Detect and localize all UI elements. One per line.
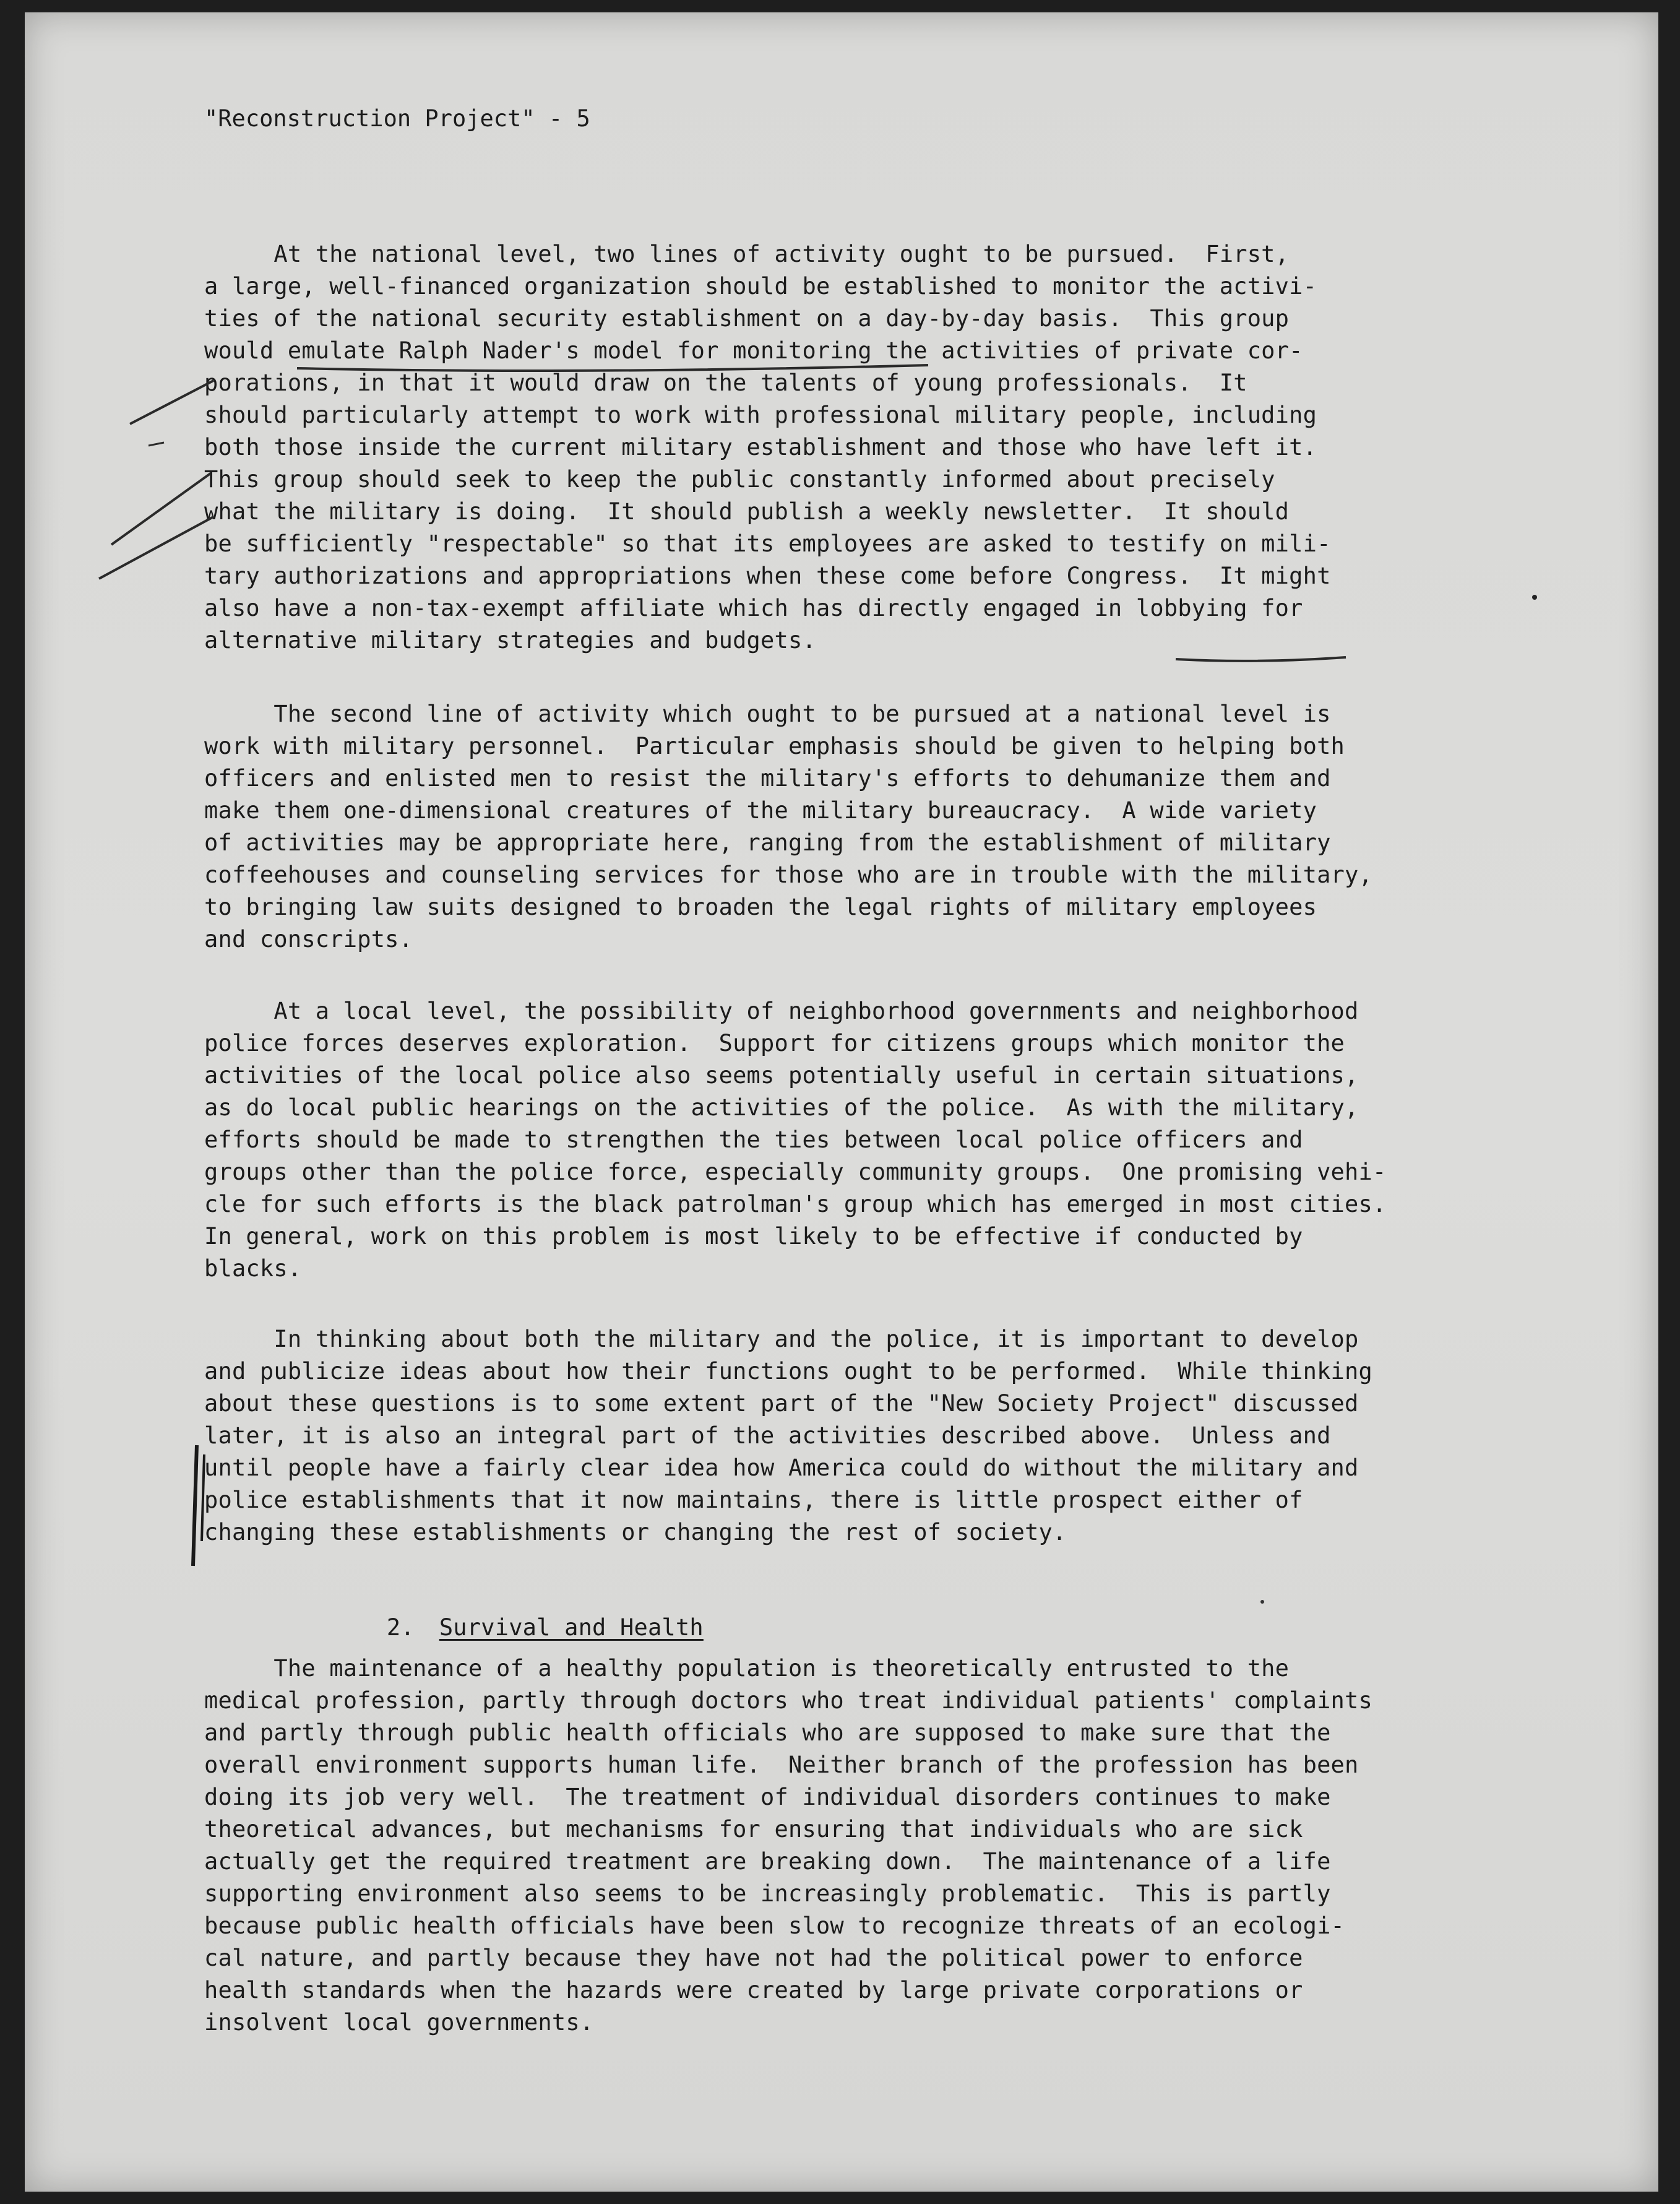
text-line: coffeehouses and counseling services for those who are in trouble with the military, bbox=[204, 862, 1372, 888]
text-line: and conscripts. bbox=[204, 926, 413, 953]
margin-slash-mark bbox=[149, 443, 164, 446]
text-line: porations, in that it would draw on the talents of young professionals. It bbox=[204, 369, 1247, 396]
text-line: blacks. bbox=[204, 1255, 302, 1282]
text-line: doing its job very well. The treatment of individual disorders continues to make bbox=[204, 1784, 1331, 1810]
text-line: of activities may be appropriate here, ranging from the establishment of military bbox=[204, 829, 1331, 856]
text-line: supporting environment also seems to be increasingly problematic. This is partly bbox=[204, 1880, 1331, 1907]
text-line: police forces deserves exploration. Support for citizens groups which monitor the bbox=[204, 1030, 1345, 1057]
text-line: At the national level, two lines of activity ought to be pursued. First, bbox=[204, 241, 1290, 267]
text-line: This group should seek to keep the public constantly informed about precisely bbox=[204, 466, 1275, 493]
margin-slash-mark bbox=[99, 517, 213, 579]
text-line: activities of the local police also seems potentially useful in certain situations, bbox=[204, 1062, 1359, 1089]
text-line: insolvent local governments. bbox=[204, 2009, 594, 2036]
text-line: health standards when the hazards were created by large private corporations or bbox=[204, 1977, 1303, 2003]
text-line: At a local level, the possibility of neighborhood governments and neighborhood bbox=[204, 998, 1359, 1024]
paragraph-military-personnel bbox=[204, 698, 1596, 956]
text-line: about these questions is to some extent part of the "New Society Project" discussed bbox=[204, 1390, 1359, 1417]
margin-slash-mark bbox=[111, 473, 210, 545]
text-line: until people have a fairly clear idea how America could do without the military and bbox=[204, 1454, 1359, 1481]
page-header: "Reconstruction Project" - 5 bbox=[204, 105, 590, 132]
text-line: also have a non-tax-exempt affiliate which has directly engaged in lobbying for bbox=[204, 595, 1303, 621]
text-line: and partly through public health officials who are supposed to make sure that the bbox=[204, 1719, 1331, 1746]
text-line: what the military is doing. It should publish a weekly newsletter. It should bbox=[204, 498, 1290, 525]
text-line: police establishments that it now maintains, there is little prospect either of bbox=[204, 1487, 1303, 1513]
text-line: groups other than the police force, especially community groups. One promising vehi- bbox=[204, 1159, 1387, 1185]
text-line: make them one-dimensional creatures of the military bureaucracy. A wide variety bbox=[204, 797, 1317, 824]
text-line: tary authorizations and appropriations when these come before Congress. It might bbox=[204, 563, 1331, 589]
text-line: to bringing law suits designed to broaden the legal rights of military employees bbox=[204, 894, 1317, 920]
text-line: officers and enlisted men to resist the military's efforts to dehumanize them and bbox=[204, 765, 1331, 792]
margin-slash-mark bbox=[130, 381, 213, 424]
text-line: both those inside the current military establishment and those who have left it. bbox=[204, 434, 1317, 460]
text-line: actually get the required treatment are breaking down. The maintenance of a life bbox=[204, 1848, 1331, 1875]
stray-dot bbox=[1260, 1600, 1264, 1604]
paragraph-thinking bbox=[204, 1323, 1596, 1549]
text-line: alternative military strategies and budgets. bbox=[204, 627, 816, 654]
text-line: changing these establishments or changing the rest of society. bbox=[204, 1519, 1067, 1545]
section-number: 2. bbox=[386, 1614, 415, 1641]
text-line: and publicize ideas about how their functions ought to be performed. While thinking bbox=[204, 1358, 1372, 1385]
underline-mark bbox=[1176, 657, 1346, 661]
text-line: efforts should be made to strengthen the ties between local police officers and bbox=[204, 1126, 1303, 1153]
text-line: medical profession, partly through doctors who treat individual patients' complaints bbox=[204, 1687, 1372, 1714]
text-line: theoretical advances, but mechanisms for ensuring that individuals who are sick bbox=[204, 1816, 1303, 1843]
text-line: as do local public hearings on the activities of the police. As with the military, bbox=[204, 1094, 1359, 1121]
text-line: In thinking about both the military and the police, it is important to develop bbox=[204, 1326, 1359, 1352]
text-line: would emulate Ralph Nader's model for monitoring the activities of private cor- bbox=[204, 337, 1303, 364]
text-line: overall environment supports human life. Neither branch of the profession has been bbox=[204, 1752, 1359, 1778]
text-line: ties of the national security establishment on a day-by-day basis. This group bbox=[204, 305, 1290, 332]
section-title: Survival and Health bbox=[439, 1614, 704, 1641]
text-line: because public health officials have been slow to recognize threats of an ecologi- bbox=[204, 1912, 1345, 1939]
text-line: a large, well-financed organization should be established to monitor the activi- bbox=[204, 273, 1317, 300]
text-line: later, it is also an integral part of the activities described above. Unless and bbox=[204, 1422, 1331, 1449]
text-line: work with military personnel. Particular emphasis should be given to helping both bbox=[204, 733, 1345, 759]
text-line: cal nature, and partly because they have not had the political power to enforce bbox=[204, 1945, 1303, 1971]
margin-bar-mark bbox=[193, 1445, 197, 1566]
paragraph-survival-health bbox=[204, 1653, 1596, 2039]
text-line: be sufficiently "respectable" so that its employees are asked to testify on mili- bbox=[204, 530, 1331, 557]
document-page bbox=[25, 12, 1658, 2192]
text-line: should particularly attempt to work with professional military people, including bbox=[204, 402, 1317, 428]
text-line: The second line of activity which ought to be pursued at a national level is bbox=[204, 701, 1331, 727]
paragraph-local-level bbox=[204, 995, 1596, 1285]
text-line: cle for such efforts is the black patrolman's group which has emerged in most cities. bbox=[204, 1191, 1387, 1217]
text-line: In general, work on this problem is most likely to be effective if conducted by bbox=[204, 1223, 1303, 1250]
text-line: The maintenance of a healthy population is theoretically entrusted to the bbox=[204, 1655, 1290, 1682]
paragraph-national-level bbox=[204, 238, 1596, 657]
